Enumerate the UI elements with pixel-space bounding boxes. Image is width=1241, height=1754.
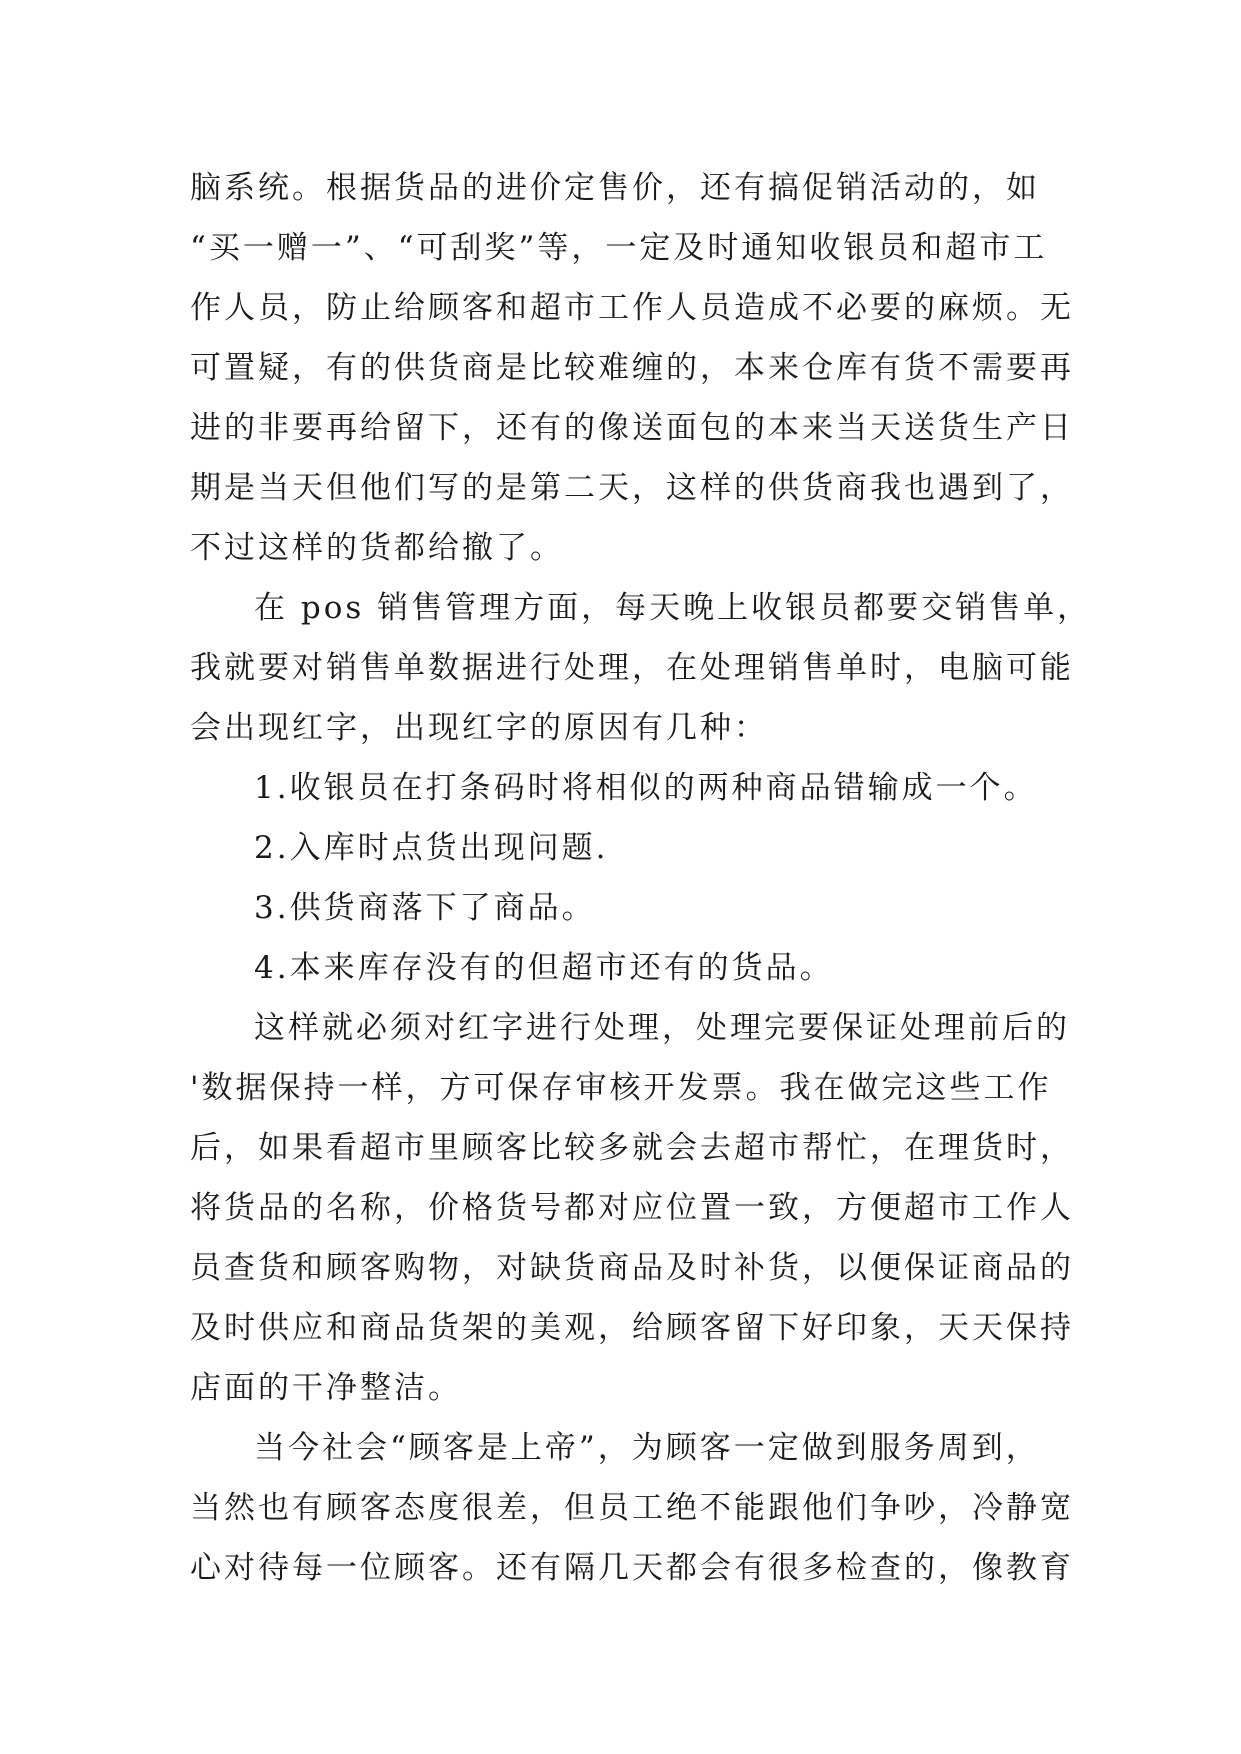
text-line: 3.供货商落下了商品。 (254, 890, 596, 926)
text-line: 期是当天但他们写的是第二天，这样的供货商我也遇到了， (190, 470, 1074, 506)
text-line: 4.本来库存没有的但超市还有的货品。 (254, 950, 834, 986)
text-line: 作人员，防止给顾客和超市工作人员造成不必要的麻烦。无 (190, 290, 1074, 326)
text-line: 2.入库时点货出现问题. (254, 830, 609, 866)
text-line: 心对待每一位顾客。还有隔几天都会有很多检查的，像教育 (190, 1550, 1074, 1586)
text-line: 店面的干净整洁。 (190, 1370, 462, 1406)
text-line: “买一赠一”、“可刮奖”等，一定及时通知收银员和超市工 (190, 230, 1048, 266)
text-line: 1.收银员在打条码时将相似的两种商品错输成一个。 (254, 770, 1038, 806)
text-line: 后，如果看超市里顾客比较多就会去超市帮忙，在理货时， (190, 1130, 1074, 1166)
text-line: 脑系统。根据货品的进价定售价，还有搞促销活动的，如 (190, 170, 1040, 206)
text-line: 员查货和顾客购物，对缺货商品及时补货，以便保证商品的 (190, 1250, 1074, 1286)
text-line: 我就要对销售单数据进行处理，在处理销售单时，电脑可能 (190, 650, 1074, 686)
text-line: 进的非要再给留下，还有的像送面包的本来当天送货生产日 (190, 410, 1074, 446)
body-text (190, 158, 1092, 1598)
text-line: 及时供应和商品货架的美观，给顾客留下好印象，天天保持 (190, 1310, 1074, 1346)
text-line: 将货品的名称，价格货号都对应位置一致，方便超市工作人 (190, 1190, 1074, 1226)
text-line: 在 pos 销售管理方面，每天晚上收银员都要交销售单， (254, 590, 1092, 626)
text-line: 这样就必须对红字进行处理，处理完要保证处理前后的 (254, 1010, 1070, 1046)
text-line: 可置疑，有的供货商是比较难缠的，本来仓库有货不需要再 (190, 350, 1074, 386)
text-line: 当今社会“顾客是上帝”，为顾客一定做到服务周到， (254, 1430, 1040, 1466)
text-line: '数据保持一样，方可保存审核开发票。我在做完这些工作 (190, 1070, 1052, 1106)
text-line: 当然也有顾客态度很差，但员工绝不能跟他们争吵，冷静宽 (190, 1490, 1074, 1526)
text-line: 会出现红字，出现红字的原因有几种： (190, 710, 768, 746)
text-line: 不过这样的货都给撤了。 (190, 530, 564, 566)
